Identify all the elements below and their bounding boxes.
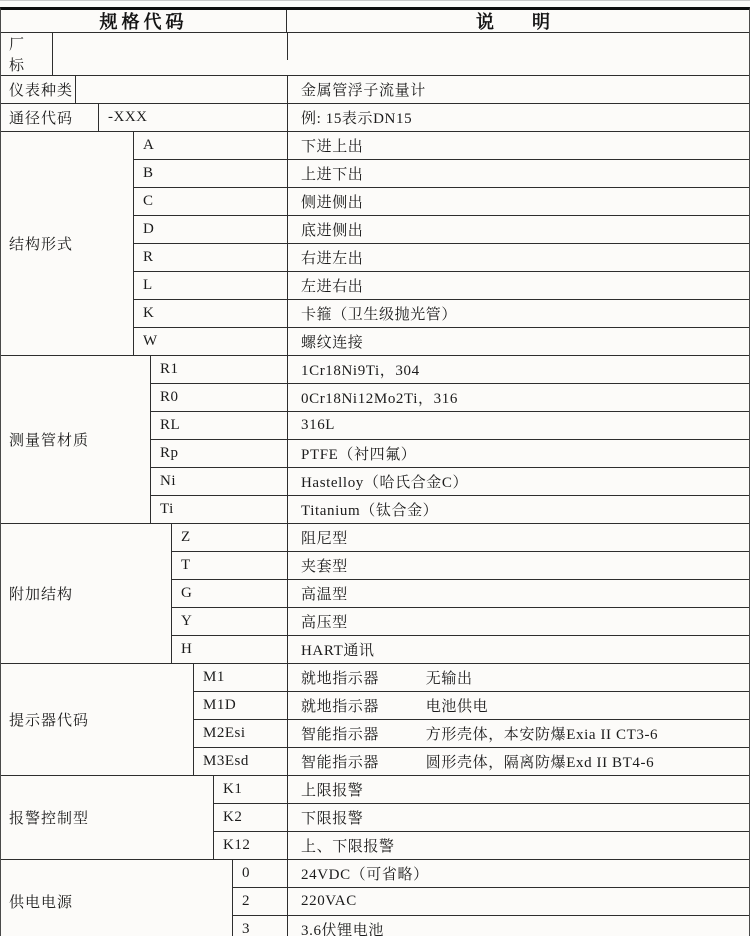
code-cell: -XXX [108,109,148,125]
desc-cell: 例: 15表示DN15 [287,104,749,131]
table-header-row [1,10,749,32]
desc-cell: 侧进侧出 [287,188,749,215]
code-cell: R [143,249,154,265]
table-row [151,439,749,467]
table-row [134,299,749,327]
desc-cell: 智能指示器 方形壳体，本安防爆Exia II CT3-6 [287,720,749,747]
column-header-spec-code: 规格代码 [1,10,287,32]
column-header-description: 说 明 [476,12,560,32]
code-cell: A [143,137,155,153]
section-bore-code [1,103,749,131]
desc-cell: 下限报警 [287,804,749,831]
code-cell: R0 [160,389,179,405]
code-cell: L [143,277,153,293]
section-label: 通径代码 [1,104,99,131]
scan-edge-line [0,0,750,1]
desc-cell: 高温型 [287,580,749,607]
table-row [172,635,749,663]
code-cell: K [143,305,155,321]
code-cell: M1D [203,697,237,713]
desc-cell: 3.6伏锂电池 [287,916,749,936]
section-label: 报警控制型 [1,776,214,859]
desc-cell: 316L [287,412,749,439]
code-cell: Ti [160,501,174,517]
section-power-supply [1,859,749,936]
table-row [151,495,749,523]
code-cell [53,33,287,60]
desc-cell: 上进下出 [287,160,749,187]
table-row [214,803,749,831]
desc-cell: 就地指示器 电池供电 [287,692,749,719]
table-row [151,356,749,383]
table-row [194,719,749,747]
code-cell: M2Esi [203,725,246,741]
section-tube-material [1,355,749,523]
desc-cell: HART通讯 [287,636,749,663]
desc-cell: 底进侧出 [287,216,749,243]
table-row [172,551,749,579]
code-cell: Rp [160,445,179,461]
section-label: 测量管材质 [1,356,151,523]
desc-cell: 下进上出 [287,132,749,159]
section-indicator-code [1,663,749,775]
table-row [214,776,749,803]
code-cell: K1 [223,781,243,797]
section-label: 提示器代码 [1,664,194,775]
desc-cell: 智能指示器 圆形壳体，隔离防爆Exd II BT4-6 [287,748,749,775]
section-label: 供电电源 [1,860,233,936]
table-row [172,524,749,551]
desc-cell: 24VDC（可省略） [287,860,749,887]
section-structure-form [1,131,749,355]
table-row [134,327,749,355]
table-row [233,915,749,936]
section-additional-structure [1,523,749,663]
desc-cell: 高压型 [287,608,749,635]
table-row [99,104,749,131]
section-factory-mark [1,32,749,75]
code-cell: K12 [223,837,251,853]
desc-cell: 阻尼型 [287,524,749,551]
desc-cell: Hastelloy（哈氏合金C） [287,468,749,495]
code-cell: Y [181,613,193,629]
code-cell: Ni [160,473,176,489]
section-label: 附加结构 [1,524,172,663]
code-cell: K2 [223,809,243,825]
table-row [194,747,749,775]
table-row [134,215,749,243]
code-cell: M3Esd [203,753,249,769]
code-cell: R1 [160,361,179,377]
table-row [172,579,749,607]
code-cell: B [143,165,154,181]
desc-cell: 上限报警 [287,776,749,803]
code-cell: G [181,585,193,601]
spec-code-table [0,7,750,936]
table-row [151,411,749,439]
section-instrument-type [1,75,749,103]
table-row [134,271,749,299]
code-cell: H [181,641,193,657]
table-row [233,860,749,887]
code-cell: RL [160,417,181,433]
desc-cell: 220VAC [287,888,749,915]
desc-cell: 右进左出 [287,244,749,271]
section-label: 仪表种类 [1,76,76,103]
desc-cell [287,33,749,60]
desc-cell: 螺纹连接 [287,328,749,355]
table-row [134,187,749,215]
code-cell [76,76,287,103]
code-cell: 3 [242,921,250,936]
desc-cell: 1Cr18Ni9Ti，304 [287,356,749,383]
table-row [151,467,749,495]
desc-cell: 就地指示器 无输出 [287,664,749,691]
table-row [194,691,749,719]
code-cell: W [143,333,158,349]
desc-cell: PTFE（衬四氟） [287,440,749,467]
table-row [214,831,749,859]
code-cell: M1 [203,669,225,685]
table-row [194,664,749,691]
desc-cell: 金属管浮子流量计 [287,76,749,103]
code-cell: Z [181,529,191,545]
section-label: 厂 标 [1,33,53,75]
desc-cell: 卡箍（卫生级抛光管） [287,300,749,327]
code-cell: T [181,557,191,573]
table-row [134,159,749,187]
code-cell: 2 [242,893,250,909]
desc-cell: 上、下限报警 [287,832,749,859]
table-row [53,33,749,60]
code-cell: 0 [242,865,250,881]
section-label: 结构形式 [1,132,134,355]
code-cell: C [143,193,154,209]
table-row [76,76,749,103]
desc-cell: 0Cr18Ni12Mo2Ti，316 [287,384,749,411]
code-cell: D [143,221,155,237]
desc-cell: 夹套型 [287,552,749,579]
desc-cell: 左进右出 [287,272,749,299]
table-row [151,383,749,411]
table-row [134,243,749,271]
section-alarm-control [1,775,749,859]
desc-cell: Titanium（钛合金） [287,496,749,523]
table-row [134,132,749,159]
table-row [172,607,749,635]
table-row [233,887,749,915]
